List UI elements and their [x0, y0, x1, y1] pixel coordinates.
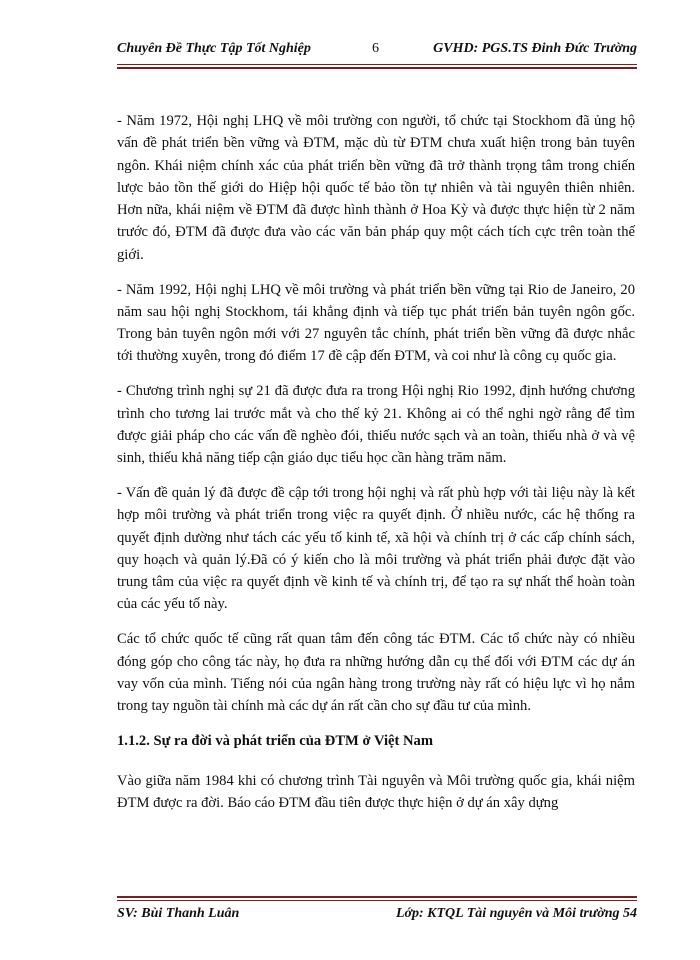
- document-body: [117, 110, 635, 827]
- footer-class: Lớp: KTQL Tài nguyên và Môi trường 54: [395, 906, 637, 921]
- header-rule-thick: [117, 67, 637, 69]
- paragraph-international-orgs: Các tổ chức quốc tế cũng rất quan tâm đến công tác ĐTM. Các tổ chức này có nhiều đóng góp cho công tác này, họ đưa ra những hướng dẫn cụ thể đối với ĐTM các dự án vay vốn của mình. Tiếng nói của ngân hàng trong trường này rất có hiệu lực vì họ nắm trong tay nguồn tài chính mà các dự án rất cần cho sự đầu tư của mình.: [117, 631, 635, 715]
- page-footer: [117, 906, 637, 928]
- section-heading: 1.1.2. Sự ra đời và phát triển của ĐTM ở Việt Nam: [117, 732, 433, 749]
- header-supervisor: GVHD: PGS.TS Đinh Đức Trường: [433, 41, 637, 56]
- paragraph-1992: - Năm 1992, Hội nghị LHQ về môi trường và phát triển bền vững tại Rio de Janeiro, 20 năm sau hội nghị Stockhom, tái khẳng định và tiếp tục phát triển bản tuyên ngôn gốc. Trong bản tuyên ngôn mới với 27 nguyên tắc chính, phát triển bền vững đã được nhắc tới thường xuyên, trong đó điểm 17 đề cập đến ĐTM, và coi như là công cụ quốc gia.: [117, 281, 635, 365]
- paragraph-management: - Vấn đề quản lý đã được đề cập tới trong hội nghị và rất phù hợp với tài liệu này là kết hợp môi trường và phát triển trong việc ra quyết định. Ở nhiều nước, các hệ thống ra quyết định dường như tách các yếu tố kinh tế, xã hội và chính trị ở các cấp chính sách, quy hoạch và quản lý.Đã có ý kiến cho là môi trường và phát triển phải được đặt vào trung tâm của việc ra quyết định về kinh tế và chính trị, để tạo ra sự nhất thể hoàn toàn của các yếu tố này.: [117, 484, 635, 613]
- page-number: 6: [372, 41, 379, 56]
- header-title: Chuyên Đề Thực Tập Tốt Nghiệp: [117, 41, 311, 56]
- footer-rule-thick: [117, 896, 637, 898]
- paragraph-vietnam: Vào giữa năm 1984 khi có chương trình Tài nguyên và Môi trường quốc gia, khái niệm ĐTM được ra đời. Báo cáo ĐTM đầu tiên được thực hiện ở dự án xây dựng: [117, 772, 635, 812]
- header-rule-thin: [117, 64, 637, 65]
- paragraph-agenda-21: - Chương trình nghị sự 21 đã được đưa ra trong Hội nghị Rio 1992, định hướng chương trình cho tương lai trước mắt và cho thế kỷ 21. Không ai có thể nghi ngờ rằng để tìm được giải pháp cho các vấn đề nghèo đói, thiếu nước sạch và an toàn, thiếu nhà ở và vệ sinh, thiếu khả năng tiếp cận giáo dục tiểu học cần hàng trăm năm.: [117, 383, 635, 467]
- page-header: [117, 41, 637, 63]
- paragraph-1972: - Năm 1972, Hội nghị LHQ về môi trường con người, tổ chức tại Stockhom đã ủng hộ vấn đề phát triển bền vững và ĐTM, mặc dù từ ĐTM chưa xuất hiện trong bản tuyên ngôn. Khái niệm chính xác của phát triển bền vững đã trở thành trọng tâm trong chiến lược bảo tồn thế giới do Hiệp hội quốc tế bảo tồn tự nhiên và tài nguyên thiên nhiên. Hơn nữa, khái niệm về ĐTM đã được hình thành ở Hoa Kỳ và được thực hiện từ 2 năm trước đó, ĐTM đã được đưa vào các văn bản pháp quy một cách tích cực trên toàn thế giới.: [117, 113, 635, 263]
- footer-rule-thin: [117, 900, 637, 901]
- footer-student: SV: Bùi Thanh Luân: [117, 906, 240, 921]
